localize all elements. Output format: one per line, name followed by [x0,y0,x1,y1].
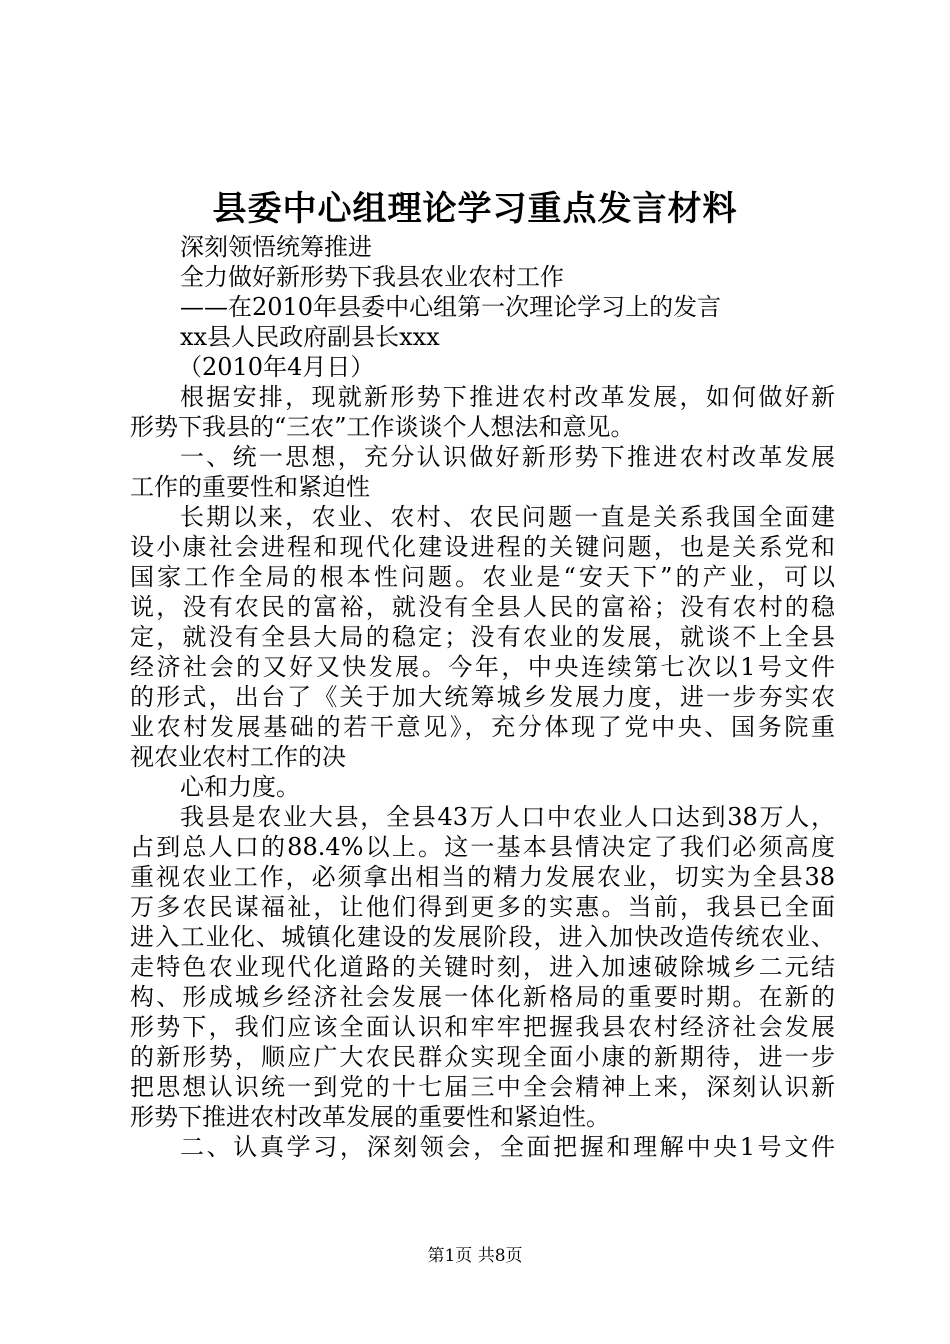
page-number-footer: 第1页 共8页 [427,1246,523,1266]
paragraph-line: 设小康社会进程和现代化建设进程的关键问题，也是关系党和 [130,533,835,561]
paragraph-line: 业农村发展基础的若干意见》，充分体现了党中央、国务院重 [130,713,835,741]
paragraph-line: 说，没有农民的富裕，就没有全县人民的富裕；没有农村的稳 [130,593,835,621]
paragraph-line: 定，就没有全县大局的稳定；没有农业的发展，就谈不上全县 [130,623,835,651]
paragraph-line: 重视农业工作，必须拿出相当的精力发展农业，切实为全县38 [130,863,835,891]
paragraph-line: 走特色农业现代化道路的关键时刻，进入加速破除城乡二元结 [130,953,835,981]
paragraph-line: 经济社会的又好又快发展。今年，中央连续第七次以1号文件 [130,653,835,681]
paragraph-line: 构、形成城乡经济社会发展一体化新格局的重要时期。在新的 [130,983,835,1011]
paragraph-line: 形势下我县的“三农”工作谈谈个人想法和意见。 [130,413,635,441]
section-heading-1-cont: 工作的重要性和紧迫性 [130,473,370,501]
paragraph-line: 国家工作全局的根本性问题。农业是“安天下”的产业，可以 [130,563,835,591]
subtitle-line-3: ——在2010年县委中心组第一次理论学习上的发言 [180,293,722,321]
paragraph-line: 的新形势，顺应广大农民群众实现全面小康的新期待，进一步 [130,1043,835,1071]
paragraph-line: 进入工业化、城镇化建设的发展阶段，进入加快改造传统农业、 [130,923,835,951]
paragraph-line: 形势下，我们应该全面认识和牢牢把握我县农村经济社会发展 [130,1013,835,1041]
paragraph-line: 我县是农业大县，全县43万人口中农业人口达到38万人， [180,803,835,831]
paragraph-line: 视农业农村工作的决 [130,743,346,771]
date-line: （2010年4月日） [178,353,375,381]
subtitle-line-1: 深刻领悟统筹推进 [180,233,372,261]
paragraph-line: 形势下推进农村改革发展的重要性和紧迫性。 [130,1103,610,1131]
paragraph-line: 把思想认识统一到党的十七届三中全会精神上来，深刻认识新 [130,1073,835,1101]
document-body [130,232,835,1162]
document-title: 县委中心组理论学习重点发言材料 [212,189,738,229]
section-heading-2: 二、认真学习，深刻领会，全面把握和理解中央1号文件 [180,1133,835,1161]
paragraph-line: 长期以来，农业、农村、农民问题一直是关系我国全面建 [180,503,835,531]
paragraph-line: 万多农民谋福祉，让他们得到更多的实惠。当前，我县已全面 [130,893,835,921]
section-heading-1: 一、统一思想，充分认识做好新形势下推进农村改革发展 [180,443,835,471]
paragraph-line: 心和力度。 [180,773,300,801]
paragraph-line: 占到总人口的88.4%以上。这一基本县情决定了我们必须高度 [130,833,835,861]
subtitle-line-2: 全力做好新形势下我县农业农村工作 [180,263,564,291]
author-line: xx县人民政府副县长xxx [180,323,440,351]
paragraph-line: 根据安排，现就新形势下推进农村改革发展，如何做好新 [180,383,835,411]
paragraph-line: 的形式，出台了《关于加大统筹城乡发展力度，进一步夯实农 [130,683,835,711]
